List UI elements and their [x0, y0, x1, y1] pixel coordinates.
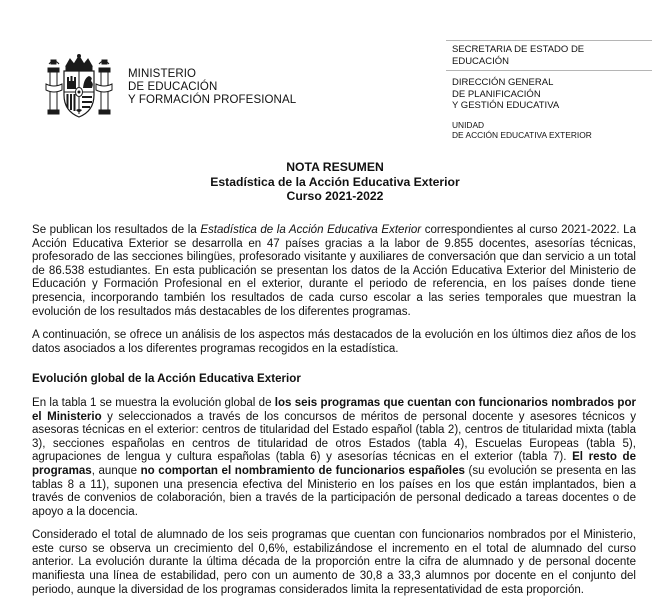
secretaria-line: EDUCACIÓN [452, 55, 510, 67]
coat-of-arms-spain-icon [44, 54, 114, 122]
text-span: En la tabla 1 se muestra la evolución global de [32, 396, 275, 409]
paragraph-intro [32, 224, 636, 319]
paragraph-programs [32, 397, 636, 519]
text-span: Se publican los resultados de la [32, 224, 201, 236]
text-span: (su evolución se presenta en las tablas 8 a 11), suponen una presencia efectiva del Ministerio en los países en los que están implantados, bien a través de convenios de colaboración, bien a través de la participación de personal dedicado a tareas docentes o de apoyo a la docencia. [32, 464, 637, 518]
paragraph-students: Considerado el total de alumnado de los seis programas que cuentan con funcionarios nombrados por el Ministerio, este curso se observa un crecimiento del 0,6%, estabilizándose el incremento en el total de alumnado del curso anterior. La evolución durante la última década de la proporción entre la cifra de alumnado y de personal docente manifiesta una línea de estabilidad, pero con un aumento de 30,8 a 33,3 alumnos por docente en el conjunto del periodo, aunque la diversidad de los programas considerados limita la representatividad de esta proporción. [32, 529, 636, 596]
document-title [0, 160, 670, 204]
direccion-line: DIRECCIÓN GENERAL [452, 77, 554, 88]
text-span: , aunque [91, 464, 141, 477]
direccion-line: DE PLANIFICACIÓN [452, 88, 541, 100]
paragraph-analysis: A continuación, se ofrece un análisis de los aspectos más destacados de la evolución en los últimos diez años de los datos asociados a los diferentes programas recogidos en la estadística. [32, 329, 636, 355]
secretaria-line: SECRETARIA DE ESTADO DE [452, 44, 585, 55]
title-line-3: Curso 2021-2022 [286, 189, 384, 203]
unidad-label [446, 120, 652, 140]
ministry-name [128, 68, 296, 107]
bold-text: no comportan el nombramiento de funcionarios españoles [140, 464, 465, 477]
document-body [32, 224, 636, 607]
department-block [446, 40, 652, 140]
section-heading: Evolución global de la Acción Educativa Exterior [32, 372, 301, 386]
text-span: correspondientes al curso 2021-2022. La Acción Educativa Exterior se desarrolla en 47 países gracias a la labor de 9.855 docentes, asesorías técnicas, profesorado de las secciones bilingües, profesorado visitante y auxiliares de conversación que dan servicio a un total de 86.538 estudiantes. En esta publicación se presentan los datos de la Acción Educativa Exterior del Ministerio de Educación y Formación Profesional en el exterior, durante el periodo de referencia, en los países donde tiene presencia, incorporando también los resultados de cada curso escolar a las series temporales que muestran la evolución de los resultados más destacables de los diferentes programas. [32, 224, 636, 318]
ministry-line: DE EDUCACIÓN [128, 81, 218, 93]
secretaria-label [446, 40, 652, 71]
direccion-line: Y GESTIÓN EDUCATIVA [452, 100, 560, 111]
unidad-line: DE ACCIÓN EDUCATIVA EXTERIOR [452, 129, 592, 140]
publication-name: Estadística de la Acción Educativa Exterior [200, 224, 422, 236]
text-span: y seleccionados a través de los concursos de méritos de personal docente y asesores técnicos y asesoras técnicas en el exterior: centros de titularidad del Estado español (tabla 2), centros de titularidad mixta (tabla 3), secciones españolas en centros de titularidad de otros Estados (tabla 4), Escuelas Europeas (tabla 5), agrupaciones de lengua y cultura españolas (tabla 6) y asesorías técnicas en el exterior (tabla 7). [32, 410, 636, 464]
title-line-2: Estadística de la Acción Educativa Exterior [210, 174, 460, 189]
bold-text: los seis programas que cuentan con funcionarios nombrados por el Ministerio [32, 396, 636, 423]
ministry-line: MINISTERIO [128, 68, 197, 80]
bold-text: El resto de programas [32, 451, 636, 477]
ministry-line: Y FORMACIÓN PROFESIONAL [128, 94, 297, 106]
unidad-line: UNIDAD [452, 119, 485, 130]
title-line-1: NOTA RESUMEN [286, 160, 384, 174]
document-header [0, 0, 670, 150]
direccion-label [446, 77, 652, 112]
